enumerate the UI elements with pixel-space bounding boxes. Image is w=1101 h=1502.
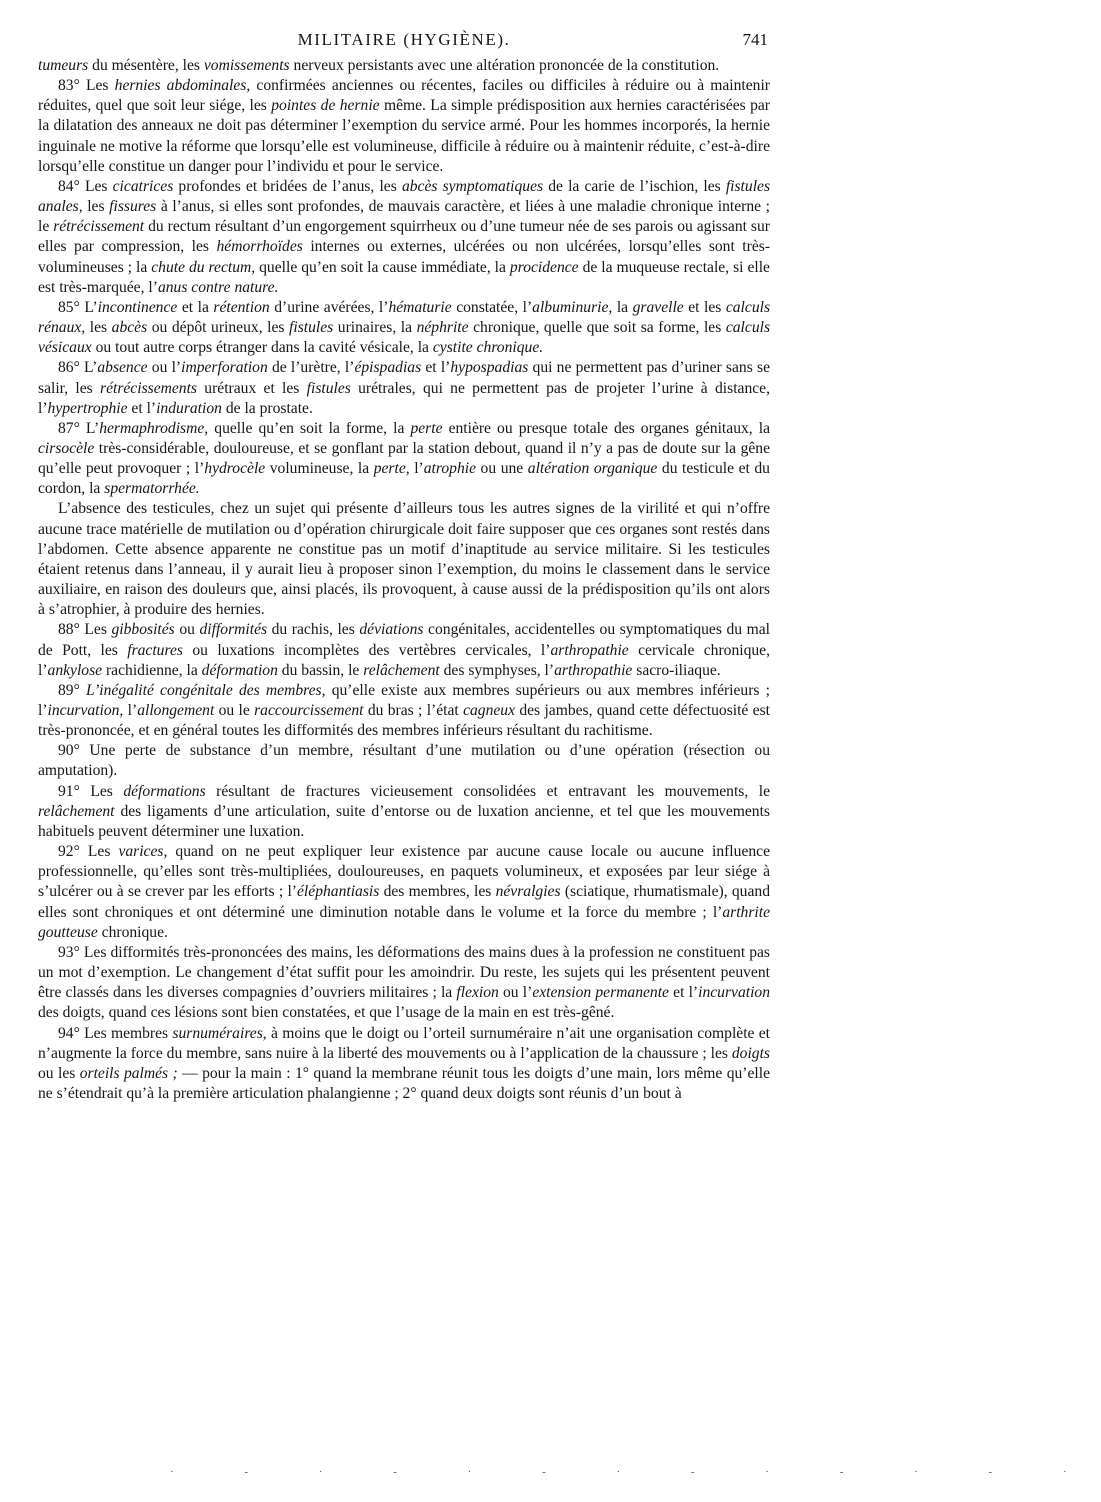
text-run: qui ne permettent pas d’uriner sans se salir, les [38, 359, 770, 397]
text-run: urinaires, la [333, 319, 417, 337]
text-run: de l’urètre, l’ [267, 359, 355, 377]
text-run: (sciatique, rhumatismale), quand elles sont chroniques et ont déterminé une diminution notable dans le volume et la force du membre ; l’ [38, 883, 770, 921]
text-run: ou les [38, 1064, 80, 1082]
text-run: internes ou externes, ulcérées ou non ulcérées, lorsqu’elles sont très-volumineuses ; la [38, 238, 771, 276]
article-number: 83° [58, 77, 80, 95]
text-run: ou le [214, 702, 255, 719]
italic-term: fistules [289, 319, 334, 337]
paragraph [38, 358, 770, 418]
paragraph [38, 76, 770, 177]
italic-term: hydrocèle [204, 460, 266, 478]
paragraph [38, 1024, 770, 1105]
italic-term: arthrite goutteuse [38, 903, 770, 941]
text-run: quand on ne peut expliquer leur existence par aucune cause locale ou aucune influence professionnelle, qu’elles sont très-multipliées, douloureuses, en paquets volumineux, et exposées par leur siége à s’ulcérer ou à se crever par les efforts ; l’ [38, 843, 770, 901]
italic-term: incurvation, [47, 702, 124, 719]
article-number: 91° [58, 782, 80, 800]
text-run: des symphyses, l’ [439, 661, 555, 679]
text-run: ou l’ [147, 359, 182, 377]
italic-term: varices, [118, 843, 168, 861]
article-number: 92° [58, 843, 80, 861]
article-number: 88° [58, 621, 80, 639]
italic-term: relâchement [363, 661, 440, 679]
text-run: et l’ [421, 359, 451, 377]
italic-term: allongement [137, 702, 215, 719]
italic-term: spermatorrhée. [104, 480, 200, 498]
text-run: et l’ [127, 399, 157, 417]
paragraph [38, 177, 770, 298]
text-run: Les [79, 177, 113, 195]
italic-term: perte [410, 419, 443, 437]
italic-term: gravelle [632, 298, 684, 316]
italic-term: hématurie [388, 298, 452, 316]
text-run: l’ [409, 460, 424, 478]
text-run: ou dépôt urineux, les [147, 319, 290, 337]
text-run: du rectum résultant d’un engorgement squirrheux ou d’une tumeur née de ses parois ou agissant sur elles par compression, les [38, 218, 770, 256]
text-run: L’ [79, 298, 98, 316]
italic-term: atrophie [423, 460, 476, 478]
italic-term: gibbosités [111, 621, 175, 639]
italic-term: calculs vésicaux [38, 319, 771, 357]
italic-term: névralgies [495, 883, 561, 901]
article-number: 84° [58, 177, 80, 195]
text-run: la [612, 298, 633, 316]
italic-term: éléphantiasis [297, 883, 380, 901]
text-run: très-considérable, douloureuse, et se gonflant par la station debout, quand il n’y a pas de doute sur la gêne qu’elle peut provoquer ; l’ [38, 439, 770, 478]
article-number: 89° [58, 681, 80, 699]
text-run: L’absence des testicules, chez un sujet qui présente d’ailleurs tous les autres signes de la virilité et qui n’offre aucune trace matérielle de mutilation ou d’opération chirurgicale doit faire supposer que ces organes sont restés dans l’abdomen. Cette absence apparente ne constitue pas un motif d’inaptitude au service militaire. Si les testicules étaient retenus dans l’anneau, il y aurait lieu à proposer sinon l’exemption, du moins le classement dans le service auxiliaire, en raison des douleurs que, ainsi placés, ils provoquent, à cause aussi de la prédisposition qu’ils ont alors à s’atrophier, à produire des hernies. [38, 500, 770, 619]
text-run: du rachis, les [267, 621, 360, 639]
italic-term: procidence [509, 258, 579, 276]
text-run: profondes et bridées de l’anus, les [173, 177, 402, 195]
italic-term: fistules [306, 379, 351, 397]
text-run: Les [79, 621, 112, 639]
italic-term: hermaphrodisme, [99, 419, 209, 437]
text-run: Les difformités très-prononcées des mains, les déformations des mains dues à la profession ne constituent pas un mot d’exemption. Le changement d’état suffit pour les amoindrir. Du reste, les sujets qui les présentent peuvent être classés dans les diverses compagnies d’ouvriers militaires ; la [38, 943, 770, 1002]
text-run: chronique. [97, 923, 168, 941]
text-run: chronique, quelle que soit sa forme, les [468, 319, 726, 337]
italic-term: incurvation [698, 984, 771, 1002]
text-run: urétrales, qui ne permettent pas de projeter l’urine à distance, l’ [38, 379, 770, 417]
text-run: urétraux et les [197, 379, 307, 397]
italic-term: doigts [731, 1044, 770, 1062]
text-run: congénitales, accidentelles ou symptomatiques du mal de Pott, les [38, 621, 771, 659]
italic-term: hypospadias [450, 359, 529, 377]
italic-term: rétrécissement [53, 218, 145, 236]
italic-term: induration [156, 399, 222, 417]
page-number: 741 [742, 30, 768, 49]
italic-term: albuminurie, [532, 298, 613, 316]
italic-term: déformation [201, 661, 278, 679]
paragraph [38, 741, 770, 781]
text-run: et l’ [668, 984, 699, 1002]
italic-term: néphrite [416, 319, 469, 337]
italic-term: pointes de hernie [271, 97, 380, 115]
text-run: Les [79, 843, 119, 861]
text-run: de la muqueuse rectale, si elle est très-marquée, l’ [38, 258, 770, 296]
text-run: et la [177, 298, 214, 316]
paragraph [38, 419, 770, 500]
paragraph [38, 842, 770, 943]
text-run: Une perte de substance d’un membre, résultant d’une mutilation ou d’une opération (résection ou amputation). [38, 742, 770, 780]
text-run: du bassin, le [277, 661, 364, 679]
italic-term: abcès [111, 319, 148, 337]
italic-term: relâchement [38, 802, 115, 820]
text-run: et les [683, 298, 726, 316]
italic-term: orteils palmés ; [79, 1064, 178, 1082]
text-run: qu’elle existe aux membres supérieurs ou aux membres inférieurs ; l’ [38, 681, 770, 719]
text-run: ou l’ [498, 984, 533, 1002]
text-run: — pour la main : 1° quand la membrane réunit tous les doigts d’une main, lors même qu’elle ne s’étendrait qu’à la première articulation phalangienne ; 2° quand deux doigts sont réunis d’un bout à [38, 1064, 770, 1102]
text-run: L’ [79, 419, 100, 437]
text-run: Les membres [79, 1024, 173, 1042]
text-run: des doigts, quand ces lésions sont bien constatées, et que l’usage de la main en est très-gêné. [38, 1004, 615, 1022]
italic-term: déformations [123, 782, 206, 800]
italic-term: cagneux [463, 702, 516, 719]
italic-term: incontinence [97, 298, 178, 316]
text-run: même. La simple prédisposition aux hernies caractérisées par la dilatation des anneaux ne doit pas déterminer l’exemption du service armé. Pour les hommes incorporés, la hernie inguinale ne motive la réforme que lorsqu’elle est volumineuse, difficile à réduire ou à maintenir réduite, c’est-à-dire lorsqu’elle constitue un danger pour l’individu et pour le service. [38, 97, 770, 175]
text-run: du bras ; l’état [363, 702, 464, 719]
italic-term: fractures [127, 641, 183, 659]
text-run: nerveux persistants avec une altération prononcée de la constitution. [289, 57, 720, 74]
article-number: 94° [58, 1024, 80, 1042]
text-run: des membres, les [379, 883, 496, 901]
text-run: quelle qu’en soit la cause immédiate, la [255, 258, 510, 276]
text-run: Les [79, 782, 124, 800]
running-header [38, 30, 770, 54]
text-run: des ligaments d’une articulation, suite d’entorse ou de luxation ancienne, et tel que les mouvements habituels peuvent déterminer une luxation. [38, 802, 770, 840]
text-run: les [85, 319, 112, 337]
italic-term: rétention [213, 298, 270, 316]
text-run: du mésentère, les [88, 57, 204, 74]
text-run: d’urine avérées, l’ [269, 298, 389, 316]
italic-term: rétrécissements [100, 379, 198, 397]
italic-term: chute du rectum, [151, 258, 256, 276]
italic-term: difformités [199, 621, 268, 639]
italic-term: hernies abdominales, [114, 77, 251, 95]
italic-term: altération organique [527, 460, 658, 478]
text-run: entière ou presque totale des organes génitaux, la [442, 419, 770, 437]
page-title: MILITAIRE (HYGIÈNE). [297, 30, 511, 49]
italic-term: épispadias [354, 359, 422, 377]
italic-term: raccourcissement [254, 702, 364, 719]
body-text [38, 56, 770, 1104]
text-run: confirmées anciennes ou récentes, faciles ou difficiles à réduire ou à maintenir réduites, quel que soit leur siége, les [38, 77, 771, 115]
italic-term: tumeurs [38, 57, 89, 74]
text-run: résultant de fractures vicieusement consolidées et entravant les mouvements, le [205, 782, 770, 800]
italic-term: cirsocèle [38, 439, 95, 457]
text-run: de la prostate. [221, 399, 313, 417]
paragraph [38, 56, 770, 76]
text-run: à moins que le doigt ou l’orteil surnuméraire n’ait une organisation complète et n’augmente la force du membre, sans nuire à la liberté des mouvements ou à l’application de la chaussure ; les [38, 1024, 770, 1062]
italic-term: hémorrhoïdes [216, 238, 303, 256]
italic-term: abcès symptomatiques [401, 177, 544, 195]
italic-term: surnuméraires, [172, 1024, 267, 1042]
text-run: des jambes, quand cette défectuosité est très-prononcée, et en général toutes les difformités des membres inférieurs résultant du rachitisme. [38, 702, 770, 740]
italic-term: perte, [373, 460, 410, 478]
text-run: L’ [79, 359, 98, 377]
article-number: 85° [58, 298, 80, 316]
article-number: 93° [58, 943, 80, 961]
italic-term: ankylose [47, 661, 103, 679]
article-number: 87° [58, 419, 80, 437]
italic-term: extension permanente [532, 984, 669, 1002]
paragraph [38, 298, 770, 358]
text-run: Les [79, 77, 115, 95]
text-run: à l’anus, si elles sont profondes, de mauvais caractère, et liées à une maladie chronique interne ; le [38, 198, 771, 236]
italic-term: arthropathie [550, 641, 629, 659]
text-run: rachidienne, la [102, 661, 202, 679]
italic-term: hypertrophie [47, 399, 128, 417]
text-run: constatée, l’ [451, 298, 533, 316]
document-page [38, 30, 770, 1104]
italic-term: calculs rénaux, [38, 298, 771, 337]
paragraph [38, 499, 770, 620]
italic-term: flexion [456, 984, 499, 1002]
text-run: l’ [123, 702, 138, 719]
italic-term: arthropathie [554, 661, 633, 679]
footer-specks: · - · - · - · - · - · - · [170, 1466, 1101, 1478]
italic-term: L’inégalité congénitale des membres, [86, 681, 326, 699]
text-run: les [82, 198, 110, 216]
text-run: ou une [476, 460, 528, 478]
italic-term: fissures [109, 198, 157, 216]
italic-term: fistules anales, [38, 177, 771, 216]
article-number: 86° [58, 359, 80, 377]
article-number: 90° [58, 742, 80, 760]
italic-term: déviations [359, 621, 424, 639]
italic-term: cicatrices [112, 177, 174, 195]
text-run: cervicale chronique, l’ [38, 641, 770, 679]
text-run: sacro-iliaque. [632, 661, 721, 679]
italic-term: anus contre nature. [157, 278, 279, 296]
paragraph [38, 681, 770, 741]
italic-term: absence [97, 359, 148, 377]
text-run: du testicule et du cordon, la [38, 460, 770, 498]
text-run: de la carie de l’ischion, les [543, 177, 726, 195]
italic-term: cystite chronique. [432, 339, 544, 357]
text-run: ou [174, 621, 200, 639]
paragraph [38, 620, 770, 680]
italic-term: imperforation [181, 359, 268, 377]
text-run: volumineuse, la [265, 460, 374, 478]
text-run: ou luxations incomplètes des vertèbres cervicales, l’ [182, 641, 551, 659]
italic-term: vomissements [203, 57, 290, 74]
text-run: ou tout autre corps étranger dans la cavité vésicale, la [91, 339, 433, 357]
text-run: quelle qu’en soit la forme, la [208, 419, 411, 437]
paragraph [38, 943, 770, 1024]
paragraph [38, 782, 770, 842]
